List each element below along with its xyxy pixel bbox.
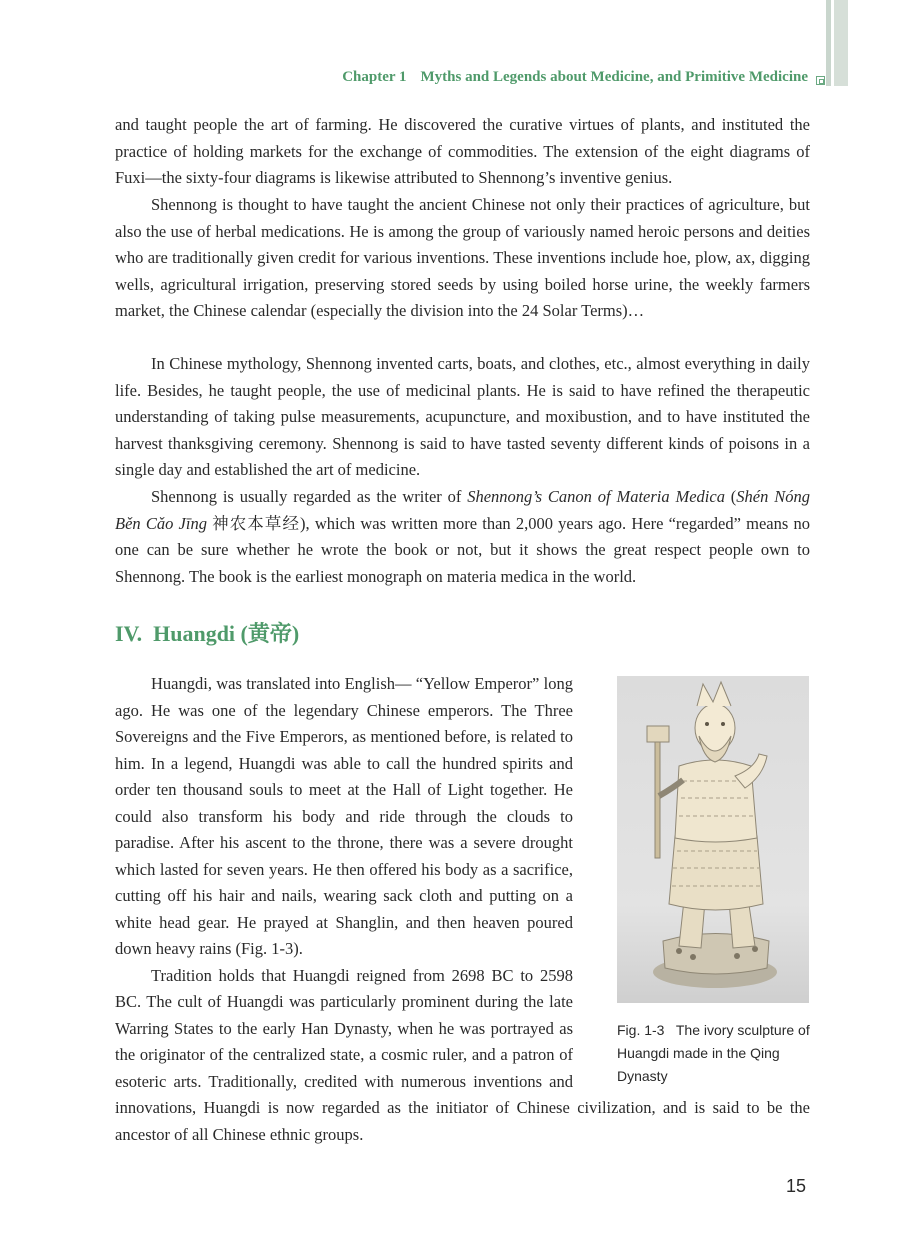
paragraph-2: Shennong is thought to have taught the ancient Chinese not only their practices of agriculture, but also the use of herbal medications. He is among the group of variously named heroic persons and deities who are traditionally given credit for various inventions. These inventions include hoe, plow, ax, digging wells, agricultural irrigation, preserving stored seeds by using boiled horse urine, the weekly farmers market, the Chinese calendar (especially the division into the 24 Solar Terms)… [115,195,810,320]
paragraph-4 [115,484,810,590]
paragraph-1: and taught people the art of farming. He discovered the curative virtues of plants, and instituted the practice of holding markets for the exchange of commodities. The extension of the eight diagrams of Fuxi—the sixty-four diagrams is likewise attributed to Shennong’s inventive genius. [115,115,810,187]
side-decor-bar [834,0,848,86]
p4-text-mid: ( [724,487,737,506]
side-decor-bar-thin [826,0,831,86]
header-title: Myths and Legends about Medicine, and Primitive Medicine [420,69,808,85]
header-ornament-icon [816,76,825,85]
section-heading: IV. Huangdi (黄帝) [115,621,300,646]
p4-text-end: 神农本草经), which was written more than 2,000 years ago. Here “regarded” means no one can be sure whether he wrote the book or not, but it shows the great respect people own to Shennong. The book is the earliest monograph on materia medica in the world. [115,513,810,586]
paragraph-3: In Chinese mythology, Shennong invented carts, boats, and clothes, etc., almost everything in daily life. Besides, he taught people, the use of medicinal plants. He is said to have refined the therapeutic understanding of taking pulse measurements, acupuncture, and moxibustion, and to have instituted the harvest thanksgiving ceremony. Shennong is said to have tasted seventy different kinds of poisons in a single day and established the art of medicine. [115,354,810,479]
sculpture-photo [617,676,809,1003]
figure-caption: Fig. 1-3 The ivory sculpture of Huangdi made in the Qing Dynasty [617,1022,810,1084]
paragraph-6: Tradition holds that Huangdi reigned from 2698 BC to 2598 BC. The cult of Huangdi was particularly prominent during the late Warring States to the early Han Dynasty, when he was portrayed as the originator of the centralized state, a cosmic ruler, and a patron of esoteric arts. Traditionally, credited with numerous inventions and innovations, Huangdi is now regarded as the initiator of Chinese civilization, and is said to be the ancestor of all Chinese ethnic groups. [115,965,810,1144]
book-title-english: Shennong’s Canon of Materia Medica [467,487,725,506]
p4-text-start: Shennong is usually regarded as the writer of [151,487,468,506]
book-title-pinyin: Shén Nóng Běn Cǎo Jīng [115,487,810,533]
paragraph-5: Huangdi, was translated into English— “Yellow Emperor” long ago. He was one of the legendary Chinese emperors. The Three Sovereigns and the Five Emperors, as mentioned before, is related to him. In a legend, Huangdi was able to call the hundred spirits and order ten thousand souls to meet at the Hall of Light together. He could also transform his body and ride through the clouds to paradise. After his ascent to the throne, there was a severe drought which lasted for seven years. He then offered his body as a sacrifice, cutting off his hair and nails, wearing sack cloth and putting on a white head gear. He prayed at Shanglin, and then heaven poured down heavy rains (Fig. 1-3). [115,674,573,958]
header-chapter: Chapter 1 [342,69,407,85]
running-header [342,69,808,86]
page-number: 15 [786,1176,807,1196]
